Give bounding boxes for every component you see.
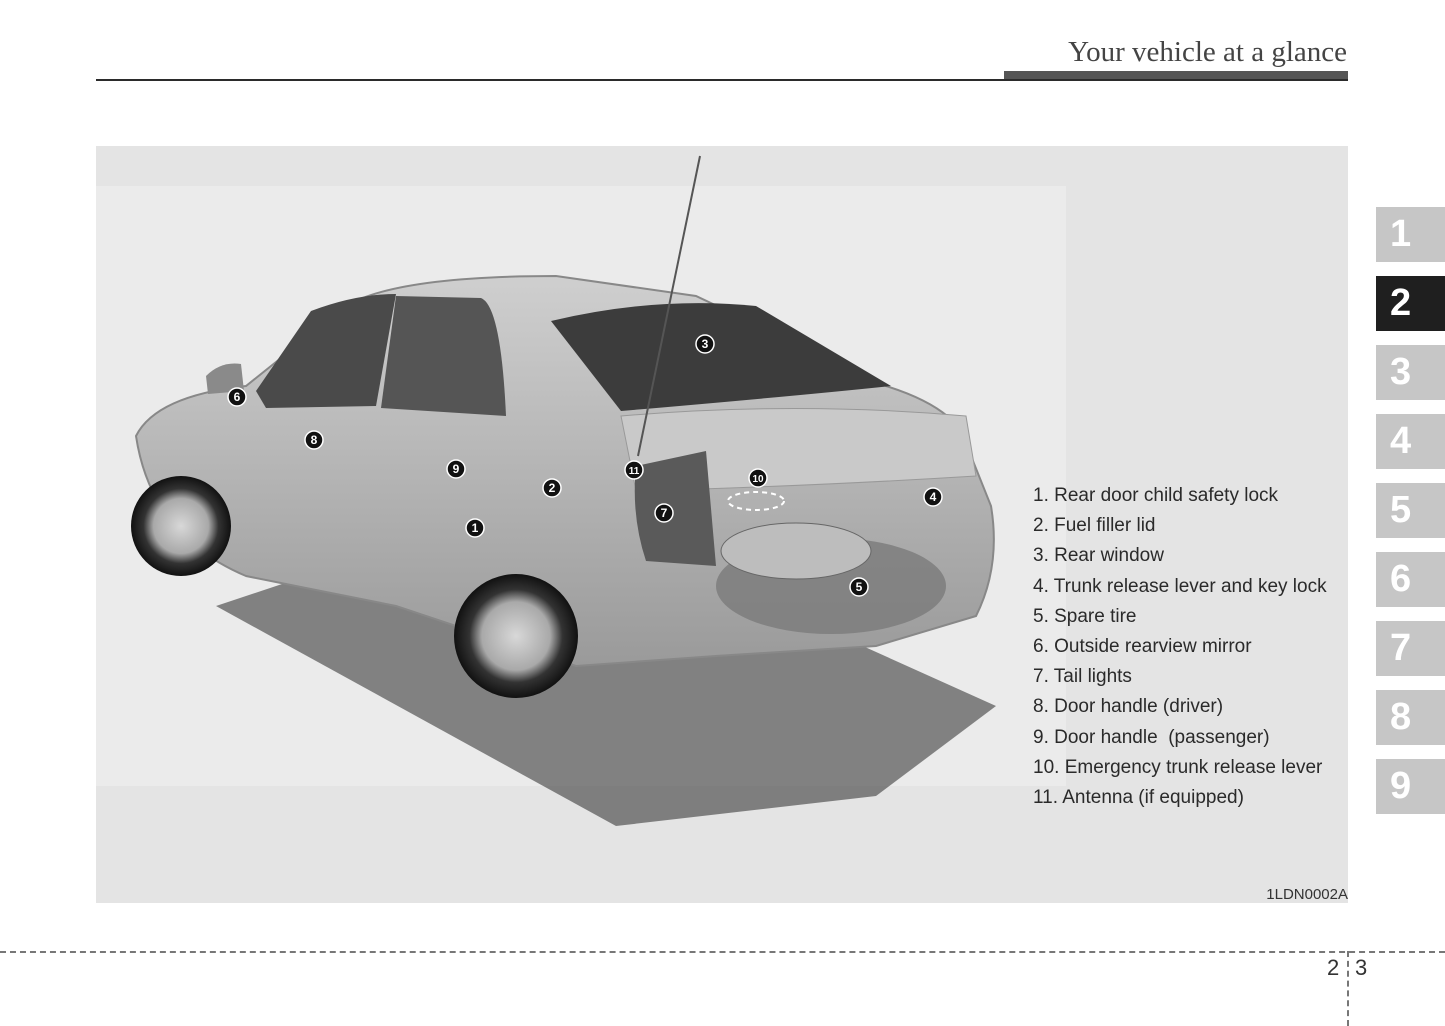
callout-label: 5 bbox=[855, 580, 863, 594]
callout-label: 11 bbox=[628, 466, 640, 477]
parts-legend bbox=[1033, 481, 1327, 813]
chapter-tab-6[interactable]: 6 bbox=[1376, 552, 1445, 607]
vehicle-figure bbox=[96, 146, 1348, 903]
chapter-tab-2[interactable]: 2 bbox=[1376, 276, 1445, 331]
callout-11 bbox=[625, 461, 643, 479]
page-number: 3 bbox=[1355, 955, 1368, 980]
callout-7 bbox=[655, 504, 673, 522]
callout-5 bbox=[850, 578, 868, 596]
legend-item: 7. Tail lights bbox=[1033, 666, 1132, 688]
spare-tire bbox=[721, 523, 871, 579]
callout-3 bbox=[696, 335, 714, 353]
callout-label: 6 bbox=[233, 390, 241, 404]
chapter-tab-4[interactable]: 4 bbox=[1376, 414, 1445, 469]
footer-divider bbox=[1347, 951, 1349, 1026]
callout-10 bbox=[749, 469, 767, 487]
legend-item: 2. Fuel filler lid bbox=[1033, 515, 1156, 537]
chapter-tab-8[interactable]: 8 bbox=[1376, 690, 1445, 745]
chapter-tab-9[interactable]: 9 bbox=[1376, 759, 1445, 814]
tail-light bbox=[635, 451, 716, 566]
callout-label: 3 bbox=[701, 337, 709, 351]
callout-label: 1 bbox=[471, 521, 479, 535]
chapter-tab-1[interactable]: 1 bbox=[1376, 207, 1445, 262]
chapter-tab-7[interactable]: 7 bbox=[1376, 621, 1445, 676]
callout-label: 8 bbox=[310, 433, 318, 447]
callout-label: 4 bbox=[929, 490, 937, 504]
rear-door-window bbox=[381, 296, 506, 416]
callout-label: 10 bbox=[752, 474, 764, 485]
callout-6 bbox=[228, 388, 246, 406]
legend-item: 4. Trunk release lever and key lock bbox=[1033, 575, 1327, 597]
chapter-tab-5[interactable]: 5 bbox=[1376, 483, 1445, 538]
header-rule bbox=[96, 79, 1348, 81]
legend-item: 10. Emergency trunk release lever bbox=[1033, 756, 1323, 778]
callout-8 bbox=[305, 431, 323, 449]
callout-label: 9 bbox=[452, 462, 460, 476]
callout-label: 7 bbox=[660, 506, 668, 520]
legend-item: 11. Antenna (if equipped) bbox=[1033, 787, 1244, 809]
legend-item: 8. Door handle (driver) bbox=[1033, 696, 1224, 718]
legend-item: 6. Outside rearview mirror bbox=[1033, 636, 1252, 658]
callout-4 bbox=[924, 488, 942, 506]
legend-item: 3. Rear window bbox=[1033, 545, 1164, 567]
legend-item: 9. Door handle (passenger) bbox=[1033, 726, 1270, 748]
rear-wheel bbox=[454, 574, 578, 698]
legend-item: 5. Spare tire bbox=[1033, 605, 1137, 627]
chapter-number: 2 bbox=[1327, 955, 1340, 980]
callout-9 bbox=[447, 460, 465, 478]
page-header-title: Your vehicle at a glance bbox=[1068, 36, 1347, 68]
callout-2 bbox=[543, 479, 561, 497]
footer-rule bbox=[0, 951, 1445, 953]
chapter-tabs bbox=[1376, 207, 1445, 828]
callout-1 bbox=[466, 519, 484, 537]
figure-code: 1LDN0002A bbox=[1266, 886, 1348, 903]
legend-item: 1. Rear door child safety lock bbox=[1033, 485, 1279, 506]
front-wheel bbox=[131, 476, 231, 576]
chapter-tab-3[interactable]: 3 bbox=[1376, 345, 1445, 400]
callout-label: 2 bbox=[548, 481, 556, 495]
